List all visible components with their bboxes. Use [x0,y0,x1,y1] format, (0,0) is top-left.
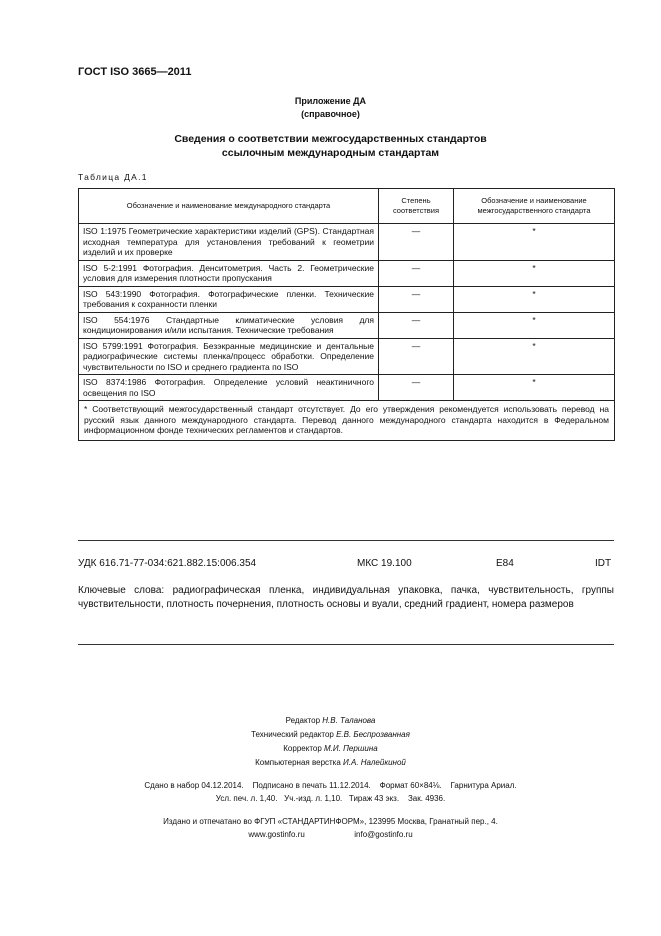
publisher-site[interactable]: www.gostinfo.ru [248,830,305,839]
header-degree: Степень соответствия [379,189,454,224]
idt-label: IDT [595,558,612,569]
publisher-info [0,815,661,841]
cell-degree: — [379,286,454,312]
credit-layout: Компьютерная верстка И.А. Налейкиной [255,758,406,767]
cell-international-standard: ISO 5799:1991 Фотография. Безэкранные медицинские и дентальные радиографические системы пленка/процесс обработки. Определение чувствительности по ISO и среднего градиента по ISO [79,338,379,375]
publisher-email[interactable]: info@gostinfo.ru [354,830,413,839]
section-title-line2: ссылочным международным стандартам [221,147,440,159]
divider [78,644,614,645]
table-note: * Соответствующий межгосударственный стандарт отсутствует. До его утверждения рекомендуется использовать перевод на русский язык данного международного стандарта. Перевод данного международного стандарта находится в Федеральном информационном фонде технических регламентов и стандартов. [79,401,615,441]
table-row [79,260,615,286]
mks-code: МКС 19.100 [357,558,412,569]
credit-editor: Редактор Н.В. Таланова [285,716,376,725]
cell-international-standard: ISO 8374:1986 Фотография. Определение условий неактиничного освещения по ISO [79,375,379,401]
credit-corrector: Корректор М.И. Першина [283,744,378,753]
cell-degree: — [379,338,454,375]
print-info-line2: Усл. печ. л. 1,40. Уч.-изд. л. 1,10. Тираж 43 экз. Зак. 4936. [215,794,446,803]
table-row [79,375,615,401]
cell-international-standard: ISO 5-2:1991 Фотография. Денситометрия. Часть 2. Геометрические условия для измерения плотности пропускания [79,260,379,286]
print-info-line1: Сдано в набор 04.12.2014. Подписано в печать 11.12.2014. Формат 60×84⅛. Гарнитура Ариал. [144,781,517,790]
correspondence-table [78,188,615,441]
table-header-row [79,189,615,224]
table-row [79,338,615,375]
keywords: Ключевые слова: радиографическая пленка, индивидуальная упаковка, пачка, чувствительность, группы чувствительности, плотность почернения, плотность основы и вуали, средний градиент, номера размеров [78,585,614,610]
cell-interstate-standard: * [454,260,615,286]
annex-title: Приложение ДА [294,96,367,106]
publisher-contacts [0,828,661,841]
credits [0,714,661,770]
header-international-standard: Обозначение и наименование международного стандарта [79,189,379,224]
cell-interstate-standard: * [454,312,615,338]
cell-interstate-standard: * [454,375,615,401]
cell-degree: — [379,312,454,338]
section-title-line1: Сведения о соответствии межгосударственных стандартов [174,133,487,145]
udk-code: УДК 616.71-77-034:621.882.15:006.354 [78,558,257,569]
publisher-line: Издано и отпечатано во ФГУП «СТАНДАРТИНФОРМ», 123995 Москва, Гранатный пер., 4. [163,817,498,826]
cell-international-standard: ISO 1:1975 Геометрические характеристики изделий (GPS). Стандартная исходная температура для установления требований к геометрии изделий и их проверке [79,224,379,261]
cell-interstate-standard: * [454,338,615,375]
credit-tech-editor: Технический редактор Е.В. Беспрозванная [251,730,410,739]
table-row [79,286,615,312]
cell-degree: — [379,375,454,401]
cell-interstate-standard: * [454,286,615,312]
cell-degree: — [379,260,454,286]
annex-heading [0,95,661,121]
header-interstate-standard: Обозначение и наименование межгосударственного стандарта [454,189,615,224]
divider [78,540,614,541]
document-id: ГОСТ ISO 3665—2011 [78,66,192,78]
print-info [0,779,661,805]
cell-interstate-standard: * [454,224,615,261]
annex-subtitle: (справочное) [301,109,360,119]
class-code: Е84 [496,558,514,569]
table-note-row [79,401,615,441]
section-title [0,132,661,160]
table-label: Таблица ДА.1 [78,172,148,182]
table-row [79,224,615,261]
table-row [79,312,615,338]
cell-international-standard: ISO 554:1976 Стандартные климатические условия для кондиционирования и/или испытания. Технические требования [79,312,379,338]
cell-international-standard: ISO 543:1990 Фотография. Фотографические пленки. Технические требования к сохранности пленки [79,286,379,312]
cell-degree: — [379,224,454,261]
